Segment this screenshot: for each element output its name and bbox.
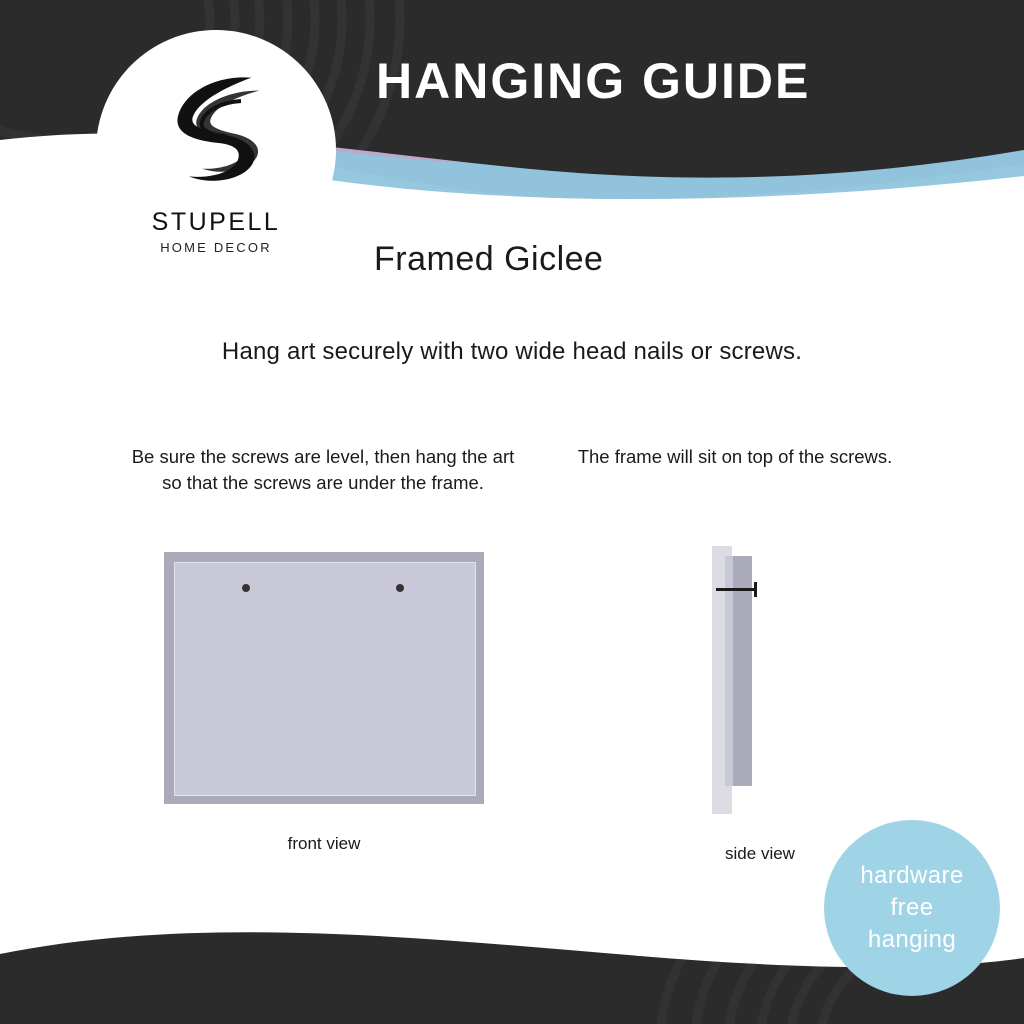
- logo-tagline: HOME DECOR: [160, 240, 272, 255]
- product-type-label: Framed Giclee: [374, 240, 604, 278]
- stupell-swirl-logo-icon: [150, 62, 280, 192]
- screw-shaft: [716, 588, 756, 591]
- frame-inner-art: [174, 562, 476, 796]
- screw-head: [754, 582, 757, 597]
- main-instruction-text: Hang art securely with two wide head nails or screws.: [221, 338, 803, 365]
- framed-art-front-view-diagram: [164, 552, 484, 804]
- badge-line-2: free: [890, 894, 934, 921]
- badge-line-3: hanging: [867, 926, 957, 953]
- screw-dot-left: [242, 584, 250, 592]
- screw-dot-right: [396, 584, 404, 592]
- logo-wordmark: STUPELL: [151, 208, 281, 236]
- side-view-column: [560, 444, 910, 470]
- hardware-free-hanging-badge: [824, 820, 1000, 996]
- side-view-label: side view: [725, 844, 795, 863]
- page-title: HANGING GUIDE: [376, 53, 811, 109]
- side-view-caption: The frame will sit on top of the screws.: [577, 446, 893, 467]
- front-view-caption: Be sure the screws are level, then hang the art so that the screws are under the frame.: [131, 446, 515, 493]
- front-view-label: front view: [287, 834, 361, 853]
- badge-text-block: [860, 860, 963, 956]
- framed-art-side-view-diagram: [700, 546, 820, 814]
- badge-line-1: hardware: [860, 862, 964, 889]
- front-view-column: [120, 444, 526, 496]
